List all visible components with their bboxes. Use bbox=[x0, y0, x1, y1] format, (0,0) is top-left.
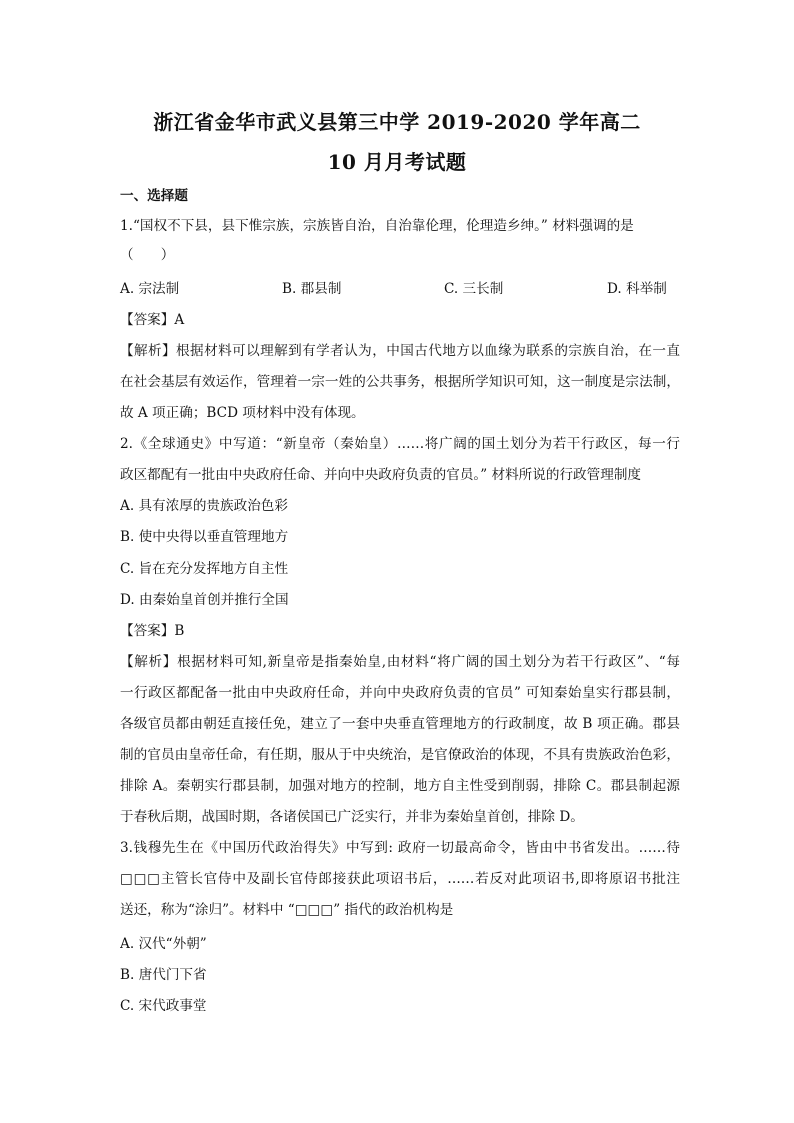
q1-option-a: A. 宗法制 bbox=[120, 281, 180, 297]
answer-tag: 【答案】 bbox=[120, 312, 175, 328]
q2-analysis-line-4: 制的官员由皇帝任命，有任期，服从于中央统治，是官僚政治的体现，不具有贵族政治色彩， bbox=[120, 747, 680, 763]
analysis-tag: 【解析】 bbox=[120, 343, 177, 359]
q1-option-b: B. 郡县制 bbox=[282, 281, 342, 297]
document-title-line-2: 10 月月考试题 bbox=[327, 150, 467, 174]
q2-option-a: A. 具有浓厚的贵族政治色彩 bbox=[120, 498, 288, 514]
analysis-tag: 【解析】 bbox=[120, 654, 178, 670]
q3-stem-line-3: 送还，称为“涂归”。材料中 “□□□” 指代的政治机构是 bbox=[120, 902, 454, 918]
q2-answer bbox=[120, 622, 680, 640]
q2-option-b: B. 使中央得以垂直管理地方 bbox=[120, 529, 289, 545]
document-title-line-1: 浙江省金华市武义县第三中学 2019-2020 学年高二 bbox=[153, 110, 641, 134]
analysis-text: 根据材料可以理解到有学者认为，中国古代地方以血缘为联系的宗族自治，在一直 bbox=[176, 343, 680, 359]
q1-option-d: D. 科举制 bbox=[607, 281, 667, 297]
q2-stem-line-2: 政区都配有一批由中央政府任命、并向中央政府负责的官员。” 材料所说的行政管理制度 bbox=[120, 467, 642, 483]
q2-option-d: D. 由秦始皇首创并推行全国 bbox=[120, 592, 289, 608]
answer-tag: 【答案】 bbox=[120, 623, 175, 639]
q1-option-c: C. 三长制 bbox=[444, 281, 504, 297]
q3-option-b: B. 唐代门下省 bbox=[120, 967, 207, 983]
q3-option-c: C. 宋代政事堂 bbox=[120, 998, 207, 1014]
q1-analysis-line-3: 故 A 项正确；BCD 项材料中没有体现。 bbox=[120, 405, 365, 421]
q1-analysis-line-2: 在社会基层有效运作，管理着一宗一姓的公共事务，根据所学知识可知，这一制度是宗法制， bbox=[120, 374, 680, 390]
q3-stem-line-1: 3.钱穆先生在《中国历代政治得失》中写到: 政府一切最高命令，皆由中书省发出。……待 bbox=[120, 840, 680, 856]
q2-analysis-line-1 bbox=[120, 653, 680, 671]
q2-analysis-line-6: 于春秋后期，战国时期，各诸侯国已广泛实行，并非为秦始皇首创，排除 D。 bbox=[120, 809, 584, 825]
q3-stem-line-2: □□□主管长官侍中及副长官侍郎接获此项诏书后，……若反对此项诏书,即将原诏书批注 bbox=[120, 871, 680, 887]
answer-value: A bbox=[174, 312, 185, 328]
q1-stem-line-2: （ ） bbox=[120, 247, 175, 263]
q2-option-c: C. 旨在充分发挥地方自主性 bbox=[120, 561, 289, 577]
q2-analysis-line-3: 各级官员都由朝廷直接任免，建立了一套中央垂直管理地方的行政制度，故 B 项正确。郡县 bbox=[120, 716, 680, 732]
q1-analysis-line-1 bbox=[120, 342, 680, 360]
analysis-text: 根据材料可知,新皇帝是指秦始皇,由材料“将广阔的国土划分为若干行政区”、“每 bbox=[177, 654, 680, 670]
q2-analysis-line-2: 一行政区都配备一批由中央政府任命，并向中央政府负责的官员” 可知秦始皇实行郡县制， bbox=[120, 685, 680, 701]
q2-stem-line-1: 2.《全球通史》中写道：“新皇帝（秦始皇）……将广阔的国土划分为若干行政区，每一行 bbox=[120, 436, 680, 452]
section-heading: 一、选择题 bbox=[120, 188, 188, 204]
q2-analysis-line-5: 排除 A。秦朝实行郡县制，加强对地方的控制，地方自主性受到削弱，排除 C。郡县制起源 bbox=[120, 778, 680, 794]
q1-stem-line-1: 1.“国权不下县，县下惟宗族，宗族皆自治，自治靠伦理，伦理造乡绅。” 材料强调的是 bbox=[120, 218, 634, 234]
answer-value: B bbox=[174, 623, 185, 639]
q3-option-a: A. 汉代“外朝” bbox=[120, 936, 207, 952]
q1-answer bbox=[120, 311, 680, 329]
